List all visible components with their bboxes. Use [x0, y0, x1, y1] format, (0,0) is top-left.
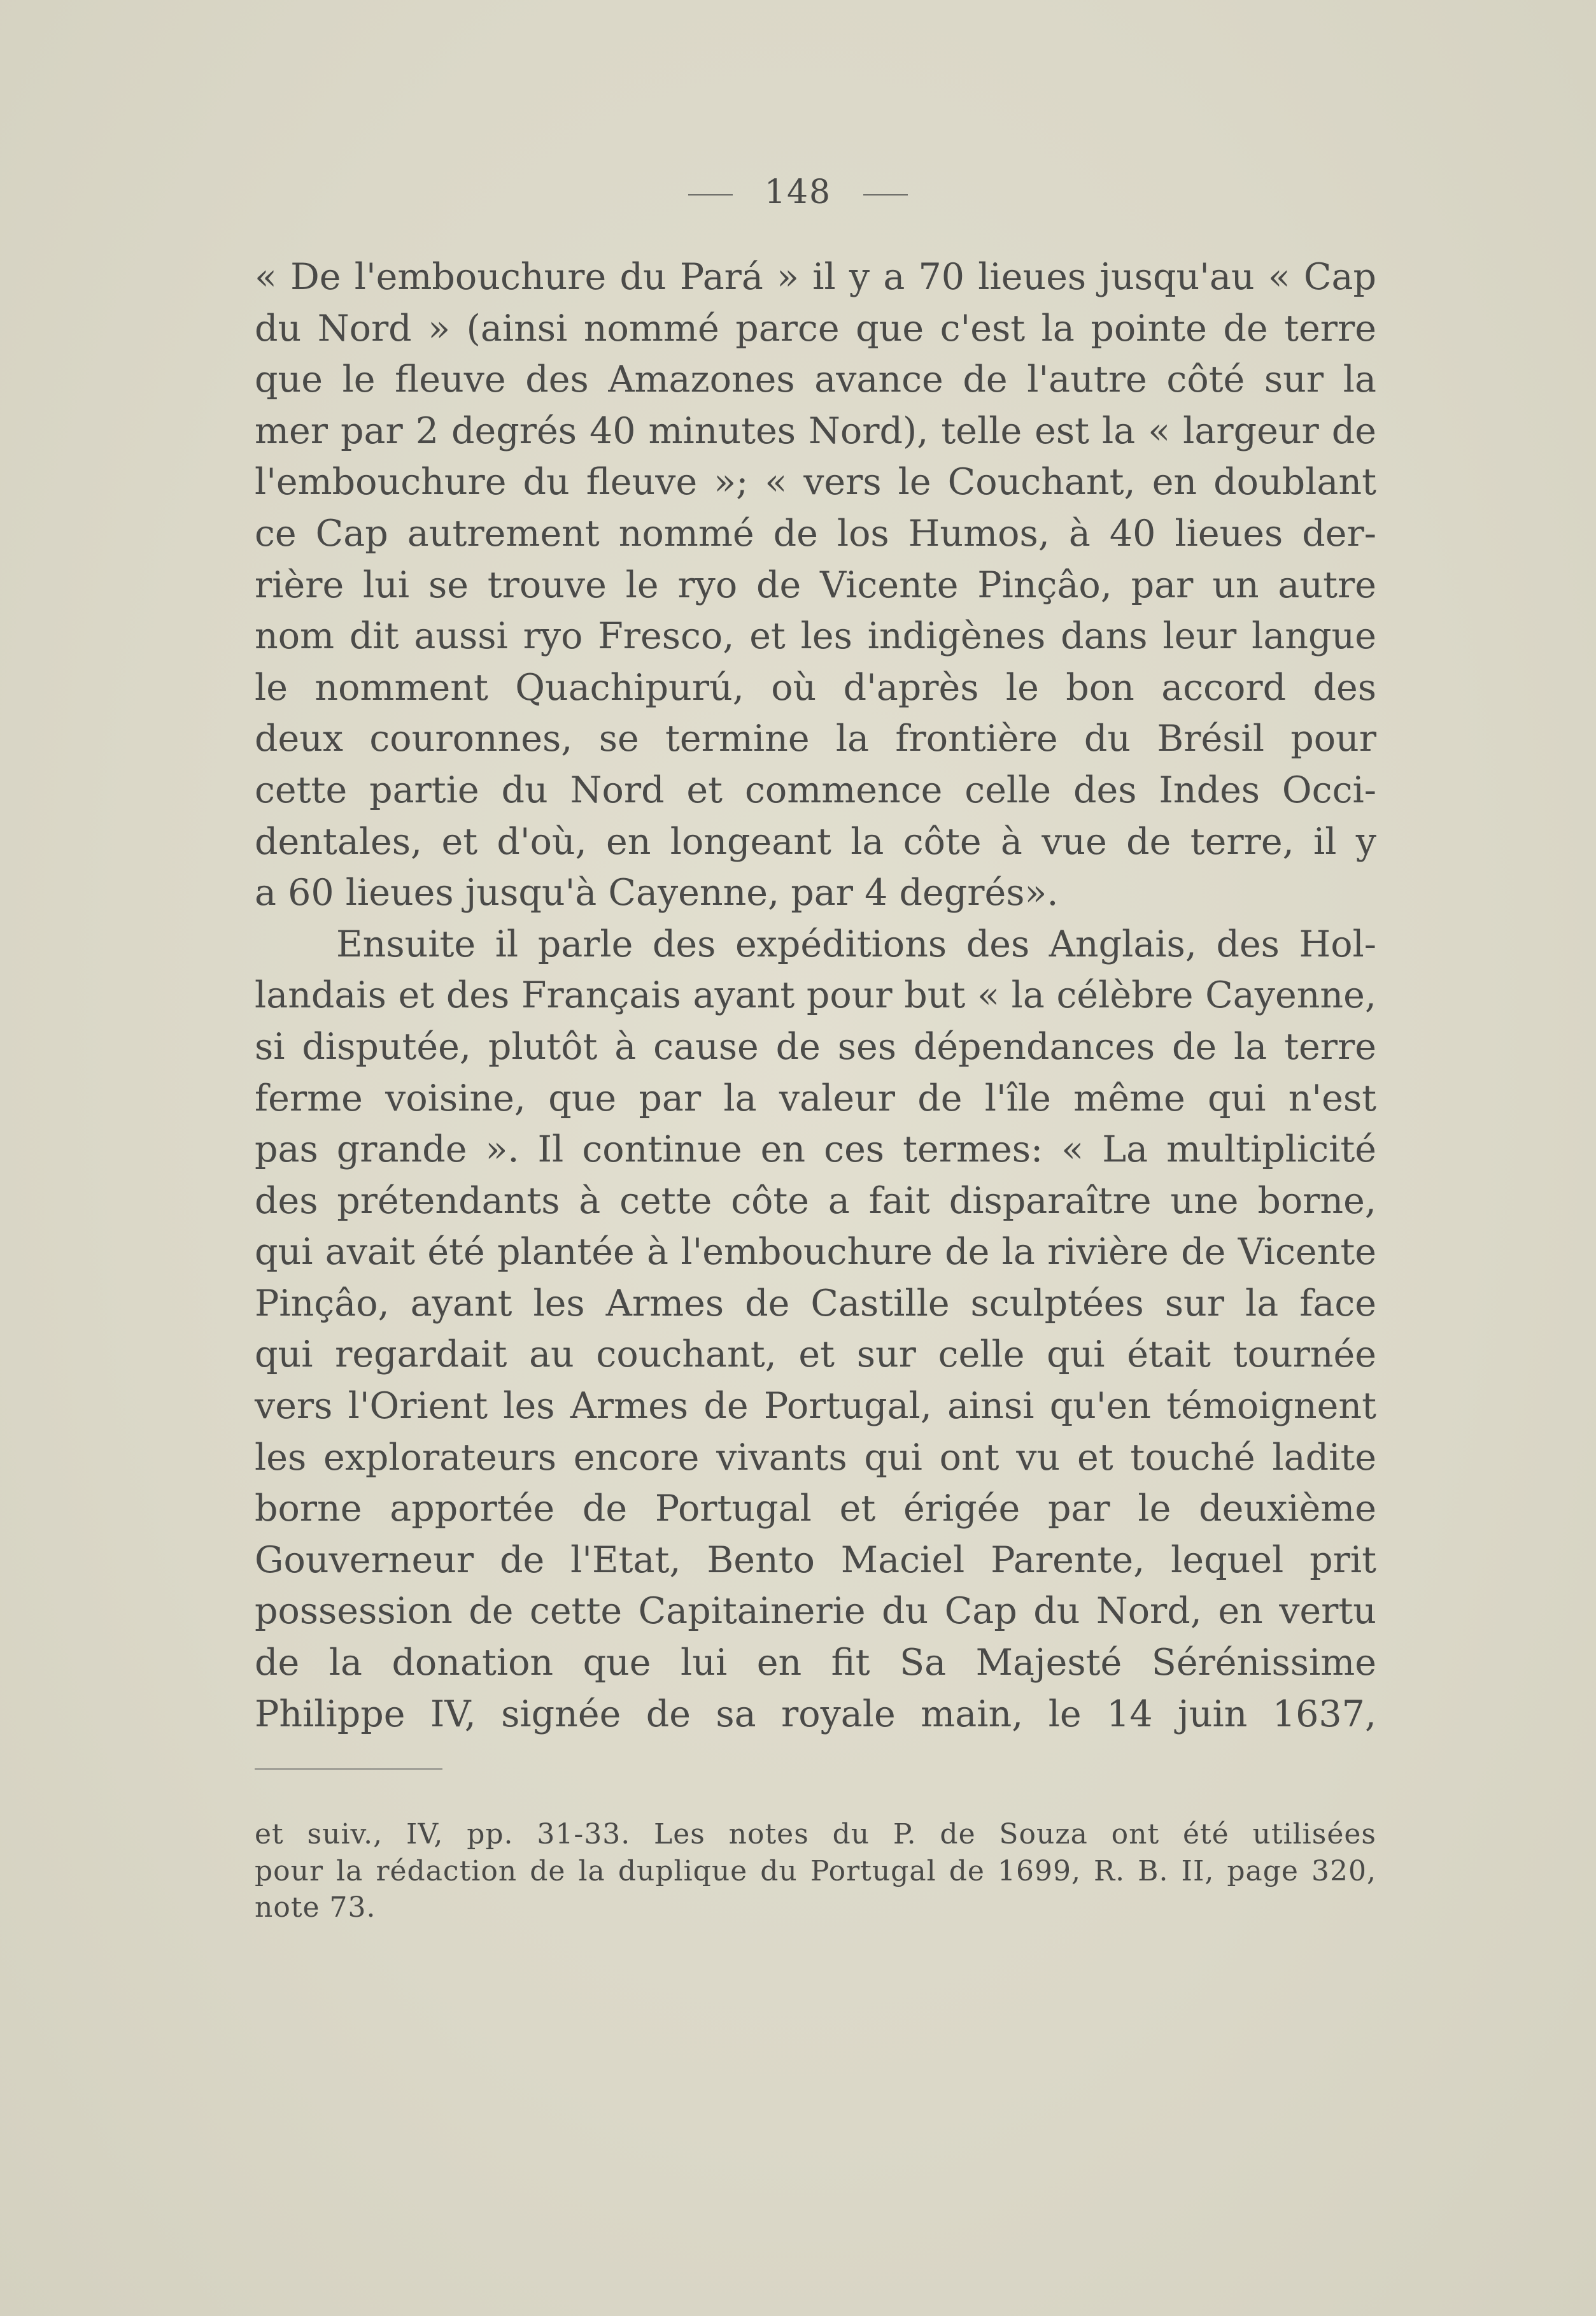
body-text	[255, 252, 1376, 1740]
text-line: des prétendants à cette côte a fait disparaître une borne,	[255, 1179, 1376, 1222]
text-line: Philippe IV, signée de sa royale main, le 14 juin 1637,	[255, 1693, 1376, 1735]
text-line: de la donation que lui en fit Sa Majesté Sérénissime	[255, 1642, 1376, 1684]
footnote-line: pour la rédaction de la duplique du Portugal de 1699, R. B. II, page 320,	[255, 1854, 1376, 1887]
footnote-line: et suiv., IV, pp. 31-33. Les notes du P. de Souza ont été utilisées	[255, 1818, 1376, 1851]
text-line: borne apportée de Portugal et érigée par le deuxième	[255, 1488, 1376, 1530]
page-number	[0, 173, 1596, 211]
text-line: ferme voisine, que par la valeur de l'île même qui n'est	[255, 1077, 1376, 1119]
text-line: du Nord » (ainsi nommé parce que c'est la pointe de terre	[255, 307, 1376, 350]
text-line: pas grande ». Il continue en ces termes: « La multiplicité	[255, 1128, 1376, 1171]
page-number-dash-left	[688, 194, 733, 195]
text-line: Gouverneur de l'Etat, Bento Maciel Parente, lequel prit	[255, 1538, 1376, 1581]
text-line: « De l'embouchure du Pará » il y a 70 lieues jusqu'au « Cap	[255, 256, 1376, 298]
text-line: qui avait été plantée à l'embouchure de la rivière de Vicente	[255, 1231, 1376, 1274]
footnote	[255, 1816, 1376, 1926]
text-line: si disputée, plutôt à cause de ses dépendances de la terre	[255, 1025, 1376, 1068]
paragraph-2	[255, 919, 1376, 1740]
text-line: que le fleuve des Amazones avance de l'autre côté sur la	[255, 359, 1376, 401]
text-line: les explorateurs encore vivants qui ont vu et touché ladite	[255, 1436, 1376, 1479]
text-line: nom dit aussi ryo Fresco, et les indigènes dans leur langue	[255, 615, 1376, 658]
text-line: rière lui se trouve le ryo de Vicente Pinçâo, par un autre	[255, 564, 1376, 606]
text-line: landais et des Français ayant pour but « la célèbre Cayenne,	[255, 974, 1376, 1017]
text-line: qui regardait au couchant, et sur celle qui était tournée	[255, 1333, 1376, 1376]
paragraph-1	[255, 252, 1376, 919]
text-line: possession de cette Capitainerie du Cap du Nord, en vertu	[255, 1590, 1376, 1633]
text-line: cette partie du Nord et commence celle des Indes Occi-	[255, 769, 1376, 811]
text-line: le nomment Quachipurú, où d'après le bon accord des	[255, 666, 1376, 709]
text-line: ce Cap autrement nommé de los Humos, à 40 lieues der-	[255, 512, 1376, 555]
page-number-dash-right	[863, 194, 908, 195]
footnote-line: note 73.	[255, 1891, 376, 1924]
footnote-separator	[255, 1768, 442, 1770]
text-line: a 60 lieues jusqu'à Cayenne, par 4 degrés».	[255, 872, 1059, 914]
text-line: deux couronnes, se termine la frontière du Brésil pour	[255, 718, 1376, 760]
text-line: l'embouchure du fleuve »; « vers le Couchant, en doublant	[255, 461, 1376, 504]
text-line: dentales, et d'où, en longeant la côte à vue de terre, il y	[255, 820, 1376, 863]
text-line: mer par 2 degrés 40 minutes Nord), telle est la « largeur de	[255, 409, 1376, 452]
page-number-value: 148	[764, 173, 832, 211]
text-line: Ensuite il parle des expéditions des Anglais, des Hol-	[336, 923, 1376, 965]
text-line: Pinçâo, ayant les Armes de Castille sculptées sur la face	[255, 1282, 1376, 1325]
text-line: vers l'Orient les Armes de Portugal, ainsi qu'en témoignent	[255, 1385, 1376, 1428]
